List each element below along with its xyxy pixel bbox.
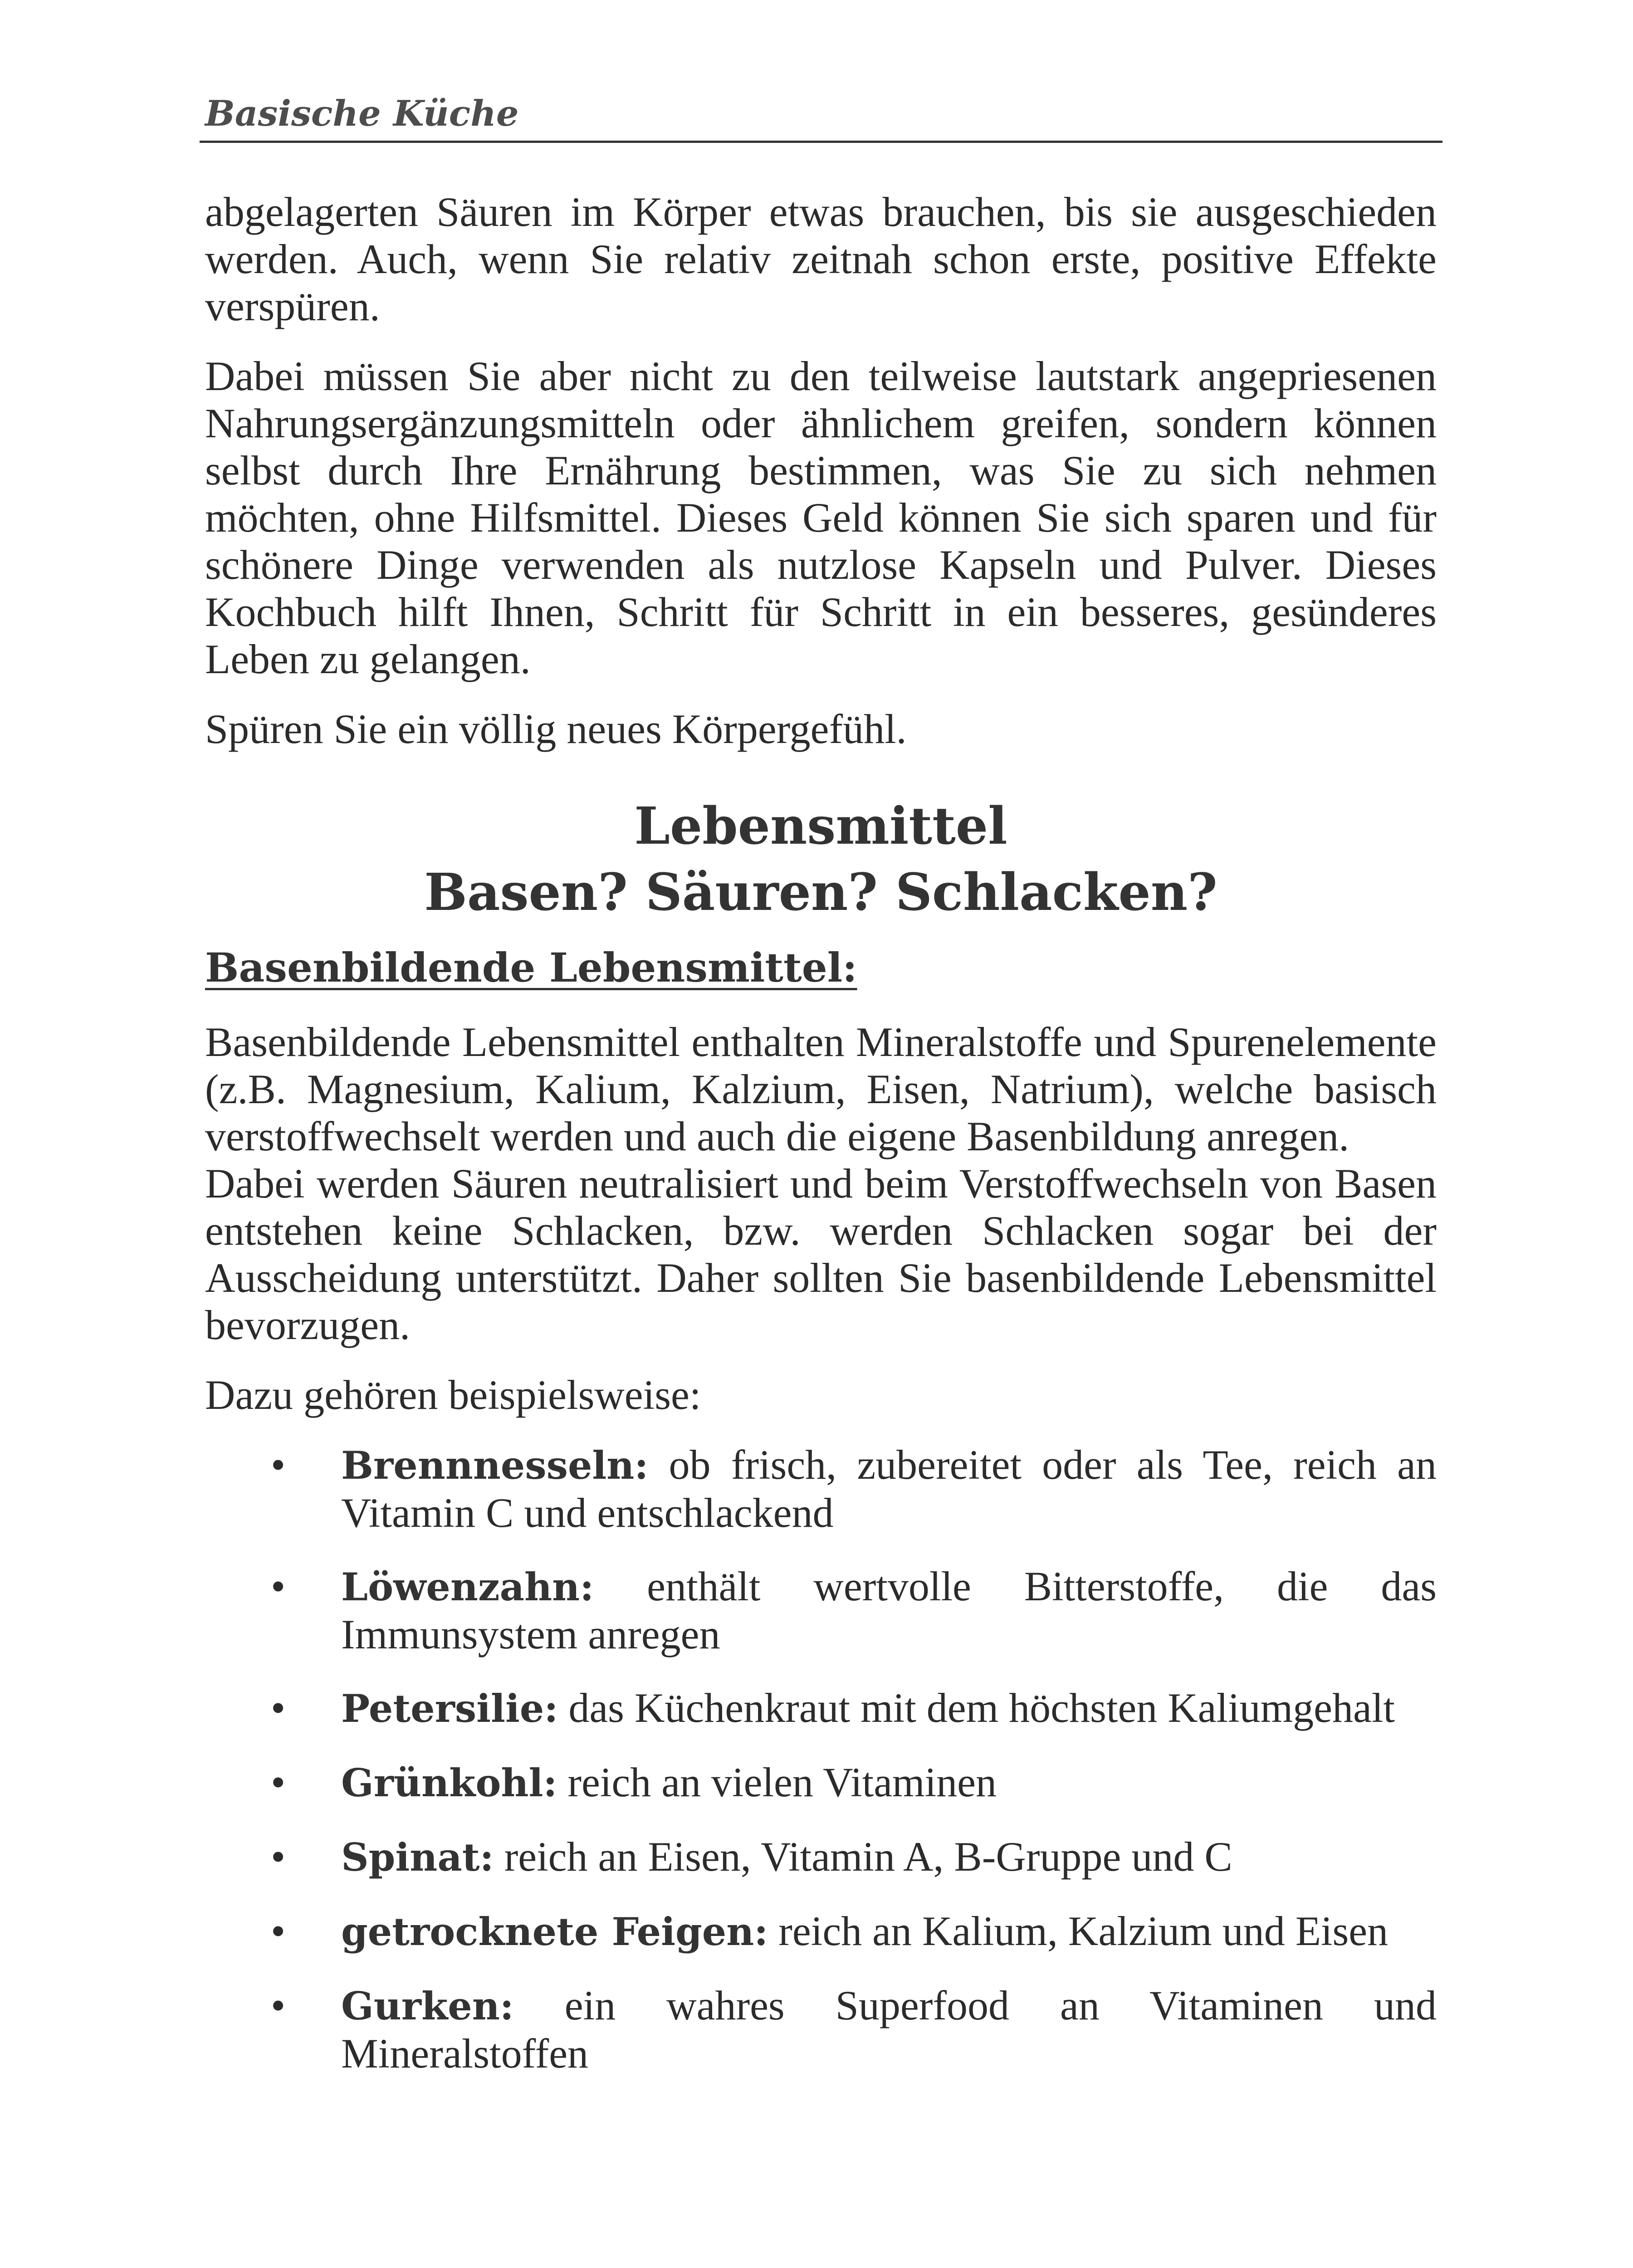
- bullet-icon: •: [271, 1563, 286, 1609]
- bullet-icon: •: [271, 1442, 286, 1488]
- header-rule: [200, 141, 1442, 143]
- bullet-icon: •: [271, 1833, 286, 1880]
- list-item: [205, 1982, 1437, 2077]
- item-description: das Küchenkraut mit dem höchsten Kaliumgehalt: [558, 1685, 1395, 1731]
- body-paragraph: Dazu gehören beispielsweise:: [205, 1372, 701, 1418]
- page-body: [205, 188, 1437, 2103]
- list-item: [205, 1759, 1437, 1807]
- list-item: [205, 1563, 1437, 1658]
- bullet-icon: •: [271, 1759, 286, 1805]
- subsection-heading: Basenbildende Lebensmittel:: [205, 944, 857, 991]
- food-list: [205, 1441, 1437, 2077]
- item-term: Gurken:: [341, 1984, 514, 2028]
- bullet-icon: •: [271, 1685, 286, 1731]
- section-heading-line: Lebensmittel: [634, 797, 1007, 856]
- item-description: ob frisch, zubereitet oder als Tee, reich an Vitamin C und entschlackend: [341, 1442, 1437, 1536]
- item-term: getrocknete Feigen:: [341, 1909, 768, 1954]
- bullet-icon: •: [271, 1908, 286, 1954]
- body-paragraph: abgelagerten Säuren im Körper etwas brauchen, bis sie ausgeschieden werden. Auch, wenn Sie relativ zeitnah schon erste, positive Effekte verspüren.: [205, 189, 1437, 329]
- list-item: [205, 1833, 1437, 1881]
- item-term: Petersilie:: [341, 1686, 558, 1731]
- item-description: reich an Kalium, Kalzium und Eisen: [768, 1908, 1389, 1954]
- item-description: reich an vielen Vitaminen: [557, 1759, 997, 1805]
- item-description: ein wahres Superfood an Vitaminen und Mineralstoffen: [341, 1982, 1437, 2077]
- body-paragraph: Dabei müssen Sie aber nicht zu den teilweise lautstark angepriesenen Nahrungsergänzungsmitteln oder ähnlichem greifen, sondern können selbst durch Ihre Ernährung bestimmen, was Sie zu sich nehmen möchten, ohne Hilfsmittel. Dieses Geld können Sie sich sparen und für schönere Dinge verwenden als nutzlose Kapseln und Pulver. Dieses Kochbuch hilft Ihnen, Schritt für Schritt in ein besseres, gesünderes Leben zu gelangen.: [205, 353, 1437, 682]
- item-term: Grünkohl:: [341, 1760, 557, 1805]
- body-paragraph: Dabei werden Säuren neutralisiert und beim Verstoffwechseln von Basen entstehen keine Schlacken, bzw. werden Schlacken sogar bei der Ausscheidung unterstützt. Daher sollten Sie basenbildende Lebensmittel bevorzugen.: [205, 1160, 1437, 1348]
- item-term: Brennnesseln:: [341, 1443, 649, 1488]
- item-term: Spinat:: [341, 1835, 494, 1880]
- item-term: Löwenzahn:: [341, 1564, 594, 1609]
- list-item: [205, 1441, 1437, 1536]
- item-description: reich an Eisen, Vitamin A, B-Gruppe und C: [494, 1833, 1232, 1880]
- body-paragraph: Spüren Sie ein völlig neues Körpergefühl.: [205, 706, 907, 752]
- body-paragraph: Basenbildende Lebensmittel enthalten Mineralstoffe und Spurenelemente (z.B. Magnesium, Kalium, Kalzium, Eisen, Natrium), welche basisch verstoffwechselt werden und auch die eigene Basenbildung anregen.: [205, 1019, 1437, 1159]
- section-heading-line: Basen? Säuren? Schlacken?: [424, 863, 1217, 922]
- section-heading: [205, 793, 1437, 926]
- bullet-icon: •: [271, 1982, 286, 2028]
- list-item: [205, 1907, 1437, 1955]
- running-header-title: Basische Küche: [205, 93, 519, 134]
- item-description: enthält wertvolle Bitterstoffe, die das Immunsystem anregen: [341, 1563, 1437, 1657]
- list-item: [205, 1684, 1437, 1732]
